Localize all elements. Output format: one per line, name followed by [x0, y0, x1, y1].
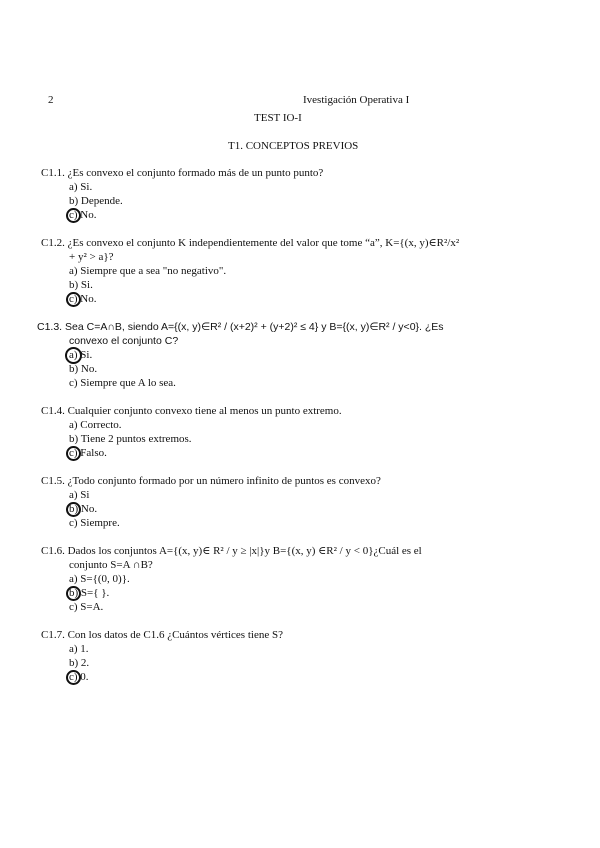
option-label: c) No.	[69, 293, 97, 305]
option-a[interactable]: a) S={(0, 0)}.	[69, 573, 130, 585]
option-a[interactable]	[69, 348, 92, 362]
option-b[interactable]: b) Depende.	[69, 195, 123, 207]
question-text-line-2: convexo el conjunto C?	[69, 335, 179, 347]
page-number: 2	[48, 94, 54, 106]
question-text: C1.4. Cualquier conjunto convexo tiene al menos un punto extremo.	[41, 405, 342, 417]
option-c[interactable]	[69, 208, 97, 222]
option-c[interactable]: c) Siempre que A lo sea.	[69, 377, 176, 389]
course-title: Ivestigación Operativa I	[303, 94, 410, 106]
option-c[interactable]	[69, 292, 97, 306]
option-a[interactable]: a) Siempre que a sea "no negativo".	[69, 265, 227, 277]
question-text-line-1: C1.3. Sea C=A∩B, siendo A={(x, y)∈R² / (x+2)² + (y+2)² ≤ 4} y B={(x, y)∈R² / y<0}. ¿Es	[37, 321, 444, 333]
option-label: c) Falso.	[69, 447, 107, 459]
option-c[interactable]	[69, 670, 89, 684]
question-text-line-1: C1.2. ¿Es convexo el conjunto K independientemente del valor que tome “a”, K={(x, y)∈R²/x²	[41, 237, 460, 249]
question-text: C1.7. Con los datos de C1.6 ¿Cuántos vértices tiene S?	[41, 629, 283, 641]
option-b[interactable]: b) No.	[69, 363, 98, 375]
selected-answer-circle	[66, 446, 81, 461]
option-a[interactable]: a) Si.	[69, 181, 93, 193]
option-b[interactable]: b) Tiene 2 puntos extremos.	[69, 433, 192, 445]
option-a[interactable]: a) 1.	[69, 643, 89, 655]
selected-answer-circle	[66, 586, 81, 601]
option-label: b) No.	[69, 503, 98, 515]
option-label: c) 0.	[69, 671, 89, 683]
option-c[interactable]	[69, 446, 107, 460]
question-text-line-2: conjunto S=A ∩B?	[69, 559, 153, 571]
option-a[interactable]: a) Si	[69, 489, 90, 501]
selected-answer-circle	[66, 208, 81, 223]
selected-answer-circle	[66, 502, 81, 517]
option-c[interactable]: c) S=A.	[69, 601, 104, 613]
question-text-line-1: C1.6. Dados los conjuntos A={(x, y)∈ R² / y ≥ |x|}y B={(x, y) ∈R² / y < 0}¿Cuál es el	[41, 545, 422, 557]
option-label: a) Si.	[69, 349, 93, 361]
question-text-line-2: + y² > a}?	[69, 251, 114, 263]
option-b[interactable]	[69, 586, 109, 600]
option-a[interactable]: a) Correcto.	[69, 419, 122, 431]
question-text: C1.1. ¿Es convexo el conjunto formado más de un punto punto?	[41, 167, 324, 179]
test-title: TEST IO-I	[254, 112, 302, 124]
selected-answer-circle	[66, 292, 81, 307]
option-label: b) S={ }.	[69, 587, 110, 599]
option-c[interactable]: c) Siempre.	[69, 517, 120, 529]
option-label: c) No.	[69, 209, 97, 221]
selected-answer-circle	[66, 670, 81, 685]
question-text: C1.5. ¿Todo conjunto formado por un número infinito de puntos es convexo?	[41, 475, 381, 487]
section-title: T1. CONCEPTOS PREVIOS	[228, 140, 359, 152]
option-b[interactable]: b) 2.	[69, 657, 90, 669]
option-b[interactable]	[69, 502, 97, 516]
option-b[interactable]: b) Si.	[69, 279, 93, 291]
